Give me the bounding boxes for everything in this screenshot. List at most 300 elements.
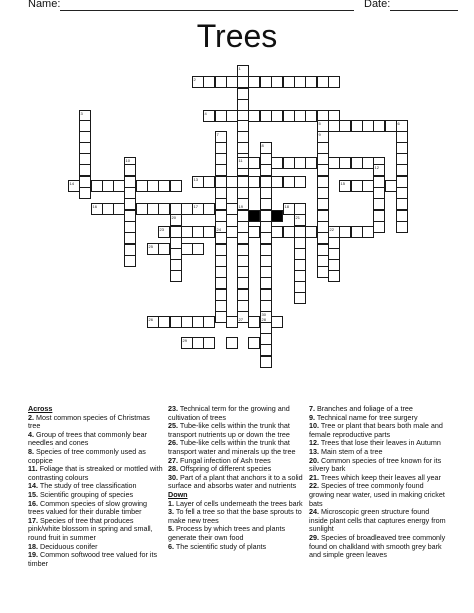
grid-cell[interactable]	[237, 244, 249, 256]
grid-cell[interactable]	[136, 203, 148, 215]
grid-cell[interactable]	[102, 180, 114, 192]
clue-number: 7	[216, 131, 219, 137]
grid-cell[interactable]	[294, 281, 306, 293]
clue-item	[309, 534, 449, 560]
grid-cell[interactable]	[260, 333, 272, 345]
clue-number: 16	[92, 203, 97, 209]
grid-cell[interactable]	[215, 142, 227, 154]
grid-cell[interactable]	[260, 221, 272, 233]
grid-cell[interactable]	[271, 316, 283, 328]
grid-cell[interactable]	[124, 176, 136, 188]
grid-cell[interactable]	[226, 337, 238, 349]
black-cell	[248, 210, 260, 222]
grid-cell[interactable]	[294, 157, 306, 169]
grid-cell[interactable]	[170, 180, 182, 192]
grid-cell[interactable]	[396, 153, 408, 165]
clue-number: 13	[193, 176, 198, 182]
grid-cell[interactable]	[317, 232, 329, 244]
clue-number: 29	[182, 337, 187, 343]
clue-number: 18	[284, 203, 289, 209]
clue-item	[28, 448, 164, 465]
clue-number: 30	[261, 311, 266, 317]
clue-number: 23	[159, 226, 164, 232]
grid-cell[interactable]	[124, 244, 136, 256]
grid-cell[interactable]	[294, 270, 306, 282]
clue-item-text: Tube-like cells within the trunk that transport nutrients up or down the tree	[168, 421, 290, 439]
clue-item	[28, 465, 164, 482]
grid-cell[interactable]	[248, 76, 260, 88]
grid-cell[interactable]	[215, 153, 227, 165]
clue-item-number: 3.	[168, 507, 174, 517]
grid-cell[interactable]	[317, 221, 329, 233]
grid-cell[interactable]	[79, 153, 91, 165]
grid-cell[interactable]	[215, 176, 227, 188]
grid-cell[interactable]	[79, 142, 91, 154]
clue-item-number: 7.	[309, 404, 315, 413]
grid-cell[interactable]	[373, 176, 385, 188]
grid-cell[interactable]	[226, 176, 238, 188]
grid-cell[interactable]	[351, 157, 363, 169]
clue-item	[168, 405, 304, 422]
grid-cell[interactable]	[317, 176, 329, 188]
grid-cell[interactable]	[237, 131, 249, 143]
grid-cell[interactable]	[260, 187, 272, 199]
clue-item-number: 14.	[28, 481, 38, 491]
date-label: Date:	[364, 0, 391, 10]
grid-cell[interactable]	[237, 266, 249, 278]
clue-item-text: Process by which trees and plants generate their own food	[168, 524, 286, 542]
grid-cell[interactable]	[396, 187, 408, 199]
clue-item-number: 6.	[168, 541, 174, 551]
grid-cell[interactable]	[283, 110, 295, 122]
clue-item	[168, 474, 304, 491]
grid-cell[interactable]	[339, 157, 351, 169]
grid-cell[interactable]	[294, 248, 306, 260]
grid-cell[interactable]	[158, 203, 170, 215]
grid-cell[interactable]	[79, 176, 91, 188]
clue-item-text: Common species of tree known for its silvery bark	[309, 455, 442, 474]
clue-number: 24	[216, 226, 221, 232]
clue-number: 4	[204, 110, 207, 116]
grid-cell[interactable]	[317, 153, 329, 165]
grid-cell[interactable]	[260, 110, 272, 122]
grid-cell[interactable]	[283, 176, 295, 188]
clue-item-number: 27.	[168, 455, 178, 465]
clue-item-text: Species of tree commonly found growing near water, used in making cricket bats	[309, 481, 445, 508]
grid-cell[interactable]	[385, 120, 397, 132]
grid-cell[interactable]	[373, 198, 385, 210]
grid-cell[interactable]	[79, 120, 91, 132]
grid-cell[interactable]	[260, 244, 272, 256]
clue-item-number: 11.	[28, 464, 38, 474]
clue-item-number: 30.	[168, 472, 178, 482]
clue-column-2	[168, 405, 304, 551]
grid-cell[interactable]	[283, 76, 295, 88]
clue-item-text: Species of broadleaved tree commonly found on chalkland with smooth grey bark and simple green leaves	[309, 532, 446, 560]
grid-cell[interactable]	[215, 266, 227, 278]
grid-cell[interactable]	[283, 226, 295, 238]
clue-item-text: Species of tree commonly used as coppice	[28, 446, 146, 465]
clue-number: 2	[193, 76, 196, 82]
clue-number: 6	[397, 120, 400, 126]
clue-item-number: 16.	[28, 498, 38, 508]
grid-cell[interactable]	[124, 221, 136, 233]
grid-cell[interactable]	[339, 120, 351, 132]
grid-cell[interactable]	[237, 99, 249, 111]
grid-cell[interactable]	[351, 120, 363, 132]
grid-cell[interactable]	[248, 157, 260, 169]
clue-item	[168, 508, 304, 525]
clue-item-number: 18.	[28, 541, 38, 551]
grid-cell[interactable]	[215, 110, 227, 122]
grid-cell[interactable]	[396, 176, 408, 188]
clue-item-number: 25.	[168, 421, 178, 431]
grid-cell[interactable]	[248, 316, 260, 328]
clue-number: 1	[238, 65, 241, 71]
clue-item-text: Layer of cells underneath the trees bark	[174, 498, 303, 508]
clue-item-number: 5.	[168, 524, 174, 534]
clue-section-title: Across	[28, 404, 53, 413]
grid-cell[interactable]	[91, 180, 103, 192]
grid-cell[interactable]	[226, 203, 238, 215]
grid-cell[interactable]	[248, 176, 260, 188]
grid-cell[interactable]	[203, 316, 215, 328]
grid-cell[interactable]	[215, 187, 227, 199]
grid-cell[interactable]	[305, 226, 317, 238]
grid-cell[interactable]	[294, 292, 306, 304]
grid-cell[interactable]	[328, 120, 340, 132]
grid-cell[interactable]	[192, 226, 204, 238]
clue-item	[309, 508, 449, 534]
grid-cell[interactable]	[260, 322, 272, 334]
grid-cell[interactable]	[283, 157, 295, 169]
grid-cell[interactable]	[147, 203, 159, 215]
grid-cell[interactable]	[294, 237, 306, 249]
grid-cell[interactable]	[215, 289, 227, 301]
clue-item-text: Fungal infection of Ash trees	[178, 455, 271, 465]
clue-item-number: 9.	[309, 412, 315, 422]
grid-cell[interactable]	[396, 210, 408, 222]
grid-cell[interactable]	[351, 226, 363, 238]
clue-number: 10	[125, 157, 130, 163]
clue-item-text: Part of a plant that anchors it to a solid surface and absorbs water and nutrients	[168, 472, 303, 491]
grid-cell[interactable]	[271, 157, 283, 169]
clue-item-text: Trees that lose their leaves in Autumn	[319, 438, 441, 448]
grid-cell[interactable]	[226, 110, 238, 122]
clue-number: 14	[69, 180, 74, 186]
clue-number: 11	[238, 157, 243, 163]
grid-cell[interactable]	[260, 356, 272, 368]
clue-item-number: 22.	[309, 481, 319, 491]
grid-cell[interactable]	[271, 110, 283, 122]
clue-number: 5	[318, 120, 321, 126]
grid-cell[interactable]	[339, 226, 351, 238]
clue-item-text: Main stem of a tree	[319, 446, 383, 456]
clue-number: 28	[261, 316, 266, 322]
clue-item	[168, 525, 304, 542]
grid-cell[interactable]	[79, 187, 91, 199]
grid-cell[interactable]	[124, 210, 136, 222]
grid-cell[interactable]	[215, 232, 227, 244]
grid-cell[interactable]	[226, 76, 238, 88]
grid-cell[interactable]	[215, 255, 227, 267]
clue-item-number: 29.	[309, 532, 319, 542]
clue-item-number: 12.	[309, 438, 319, 448]
grid-cell[interactable]	[362, 180, 374, 192]
grid-cell[interactable]	[271, 76, 283, 88]
grid-cell[interactable]	[260, 289, 272, 301]
clue-item-number: 13.	[309, 446, 319, 456]
clue-item-number: 2.	[28, 412, 34, 422]
grid-cell[interactable]	[237, 221, 249, 233]
grid-cell[interactable]	[192, 337, 204, 349]
clue-item-number: 23.	[168, 404, 178, 413]
clue-item-text: Technical term for the growing and cultivation of trees	[168, 404, 290, 422]
grid-cell[interactable]	[260, 176, 272, 188]
clue-item-text: Branches and foliage of a tree	[315, 404, 413, 413]
grid-cell[interactable]	[396, 164, 408, 176]
clue-number: 19	[238, 203, 243, 209]
grid-cell[interactable]	[271, 176, 283, 188]
grid-cell[interactable]	[305, 110, 317, 122]
grid-cell[interactable]	[271, 226, 283, 238]
grid-cell[interactable]	[237, 88, 249, 100]
grid-cell[interactable]	[237, 142, 249, 154]
clue-item-number: 24.	[309, 507, 319, 517]
grid-cell[interactable]	[260, 277, 272, 289]
clue-item-text: Tree or plant that bears both male and female reproductive parts	[309, 421, 443, 439]
grid-cell[interactable]	[215, 277, 227, 289]
grid-cell[interactable]	[124, 198, 136, 210]
grid-cell[interactable]	[373, 187, 385, 199]
grid-cell[interactable]	[237, 176, 249, 188]
grid-cell[interactable]	[260, 164, 272, 176]
grid-cell[interactable]	[396, 131, 408, 143]
grid-cell[interactable]	[317, 210, 329, 222]
clue-number: 25	[148, 243, 153, 249]
grid-cell[interactable]	[170, 248, 182, 260]
clue-number: 15	[340, 180, 345, 186]
clue-item-text: Trees which keep their leaves all year	[319, 472, 441, 482]
grid-cell[interactable]	[192, 316, 204, 328]
clue-number: 26	[148, 316, 153, 322]
grid-cell[interactable]	[260, 198, 272, 210]
clue-item-text: Most common species of Christmas tree	[28, 412, 150, 431]
grid-cell[interactable]	[328, 76, 340, 88]
grid-cell[interactable]	[226, 316, 238, 328]
clue-item-number: 17.	[28, 515, 38, 525]
clue-item	[309, 482, 449, 508]
grid-cell[interactable]	[237, 289, 249, 301]
grid-cell[interactable]	[248, 337, 260, 349]
grid-cell[interactable]	[203, 176, 215, 188]
clue-item-number: 4.	[28, 429, 34, 439]
grid-cell[interactable]	[260, 210, 272, 222]
grid-cell[interactable]	[215, 311, 227, 323]
clue-item-text: Common softwood tree valued for its timber	[28, 550, 158, 568]
grid-cell[interactable]	[317, 164, 329, 176]
clue-item-number: 19.	[28, 550, 38, 560]
clue-item-number: 20.	[309, 455, 319, 465]
grid-cell[interactable]	[396, 198, 408, 210]
clue-number: 12	[374, 164, 379, 170]
clue-item-number: 28.	[168, 464, 178, 474]
grid-cell[interactable]	[237, 277, 249, 289]
grid-cell[interactable]	[181, 226, 193, 238]
grid-cell[interactable]	[181, 316, 193, 328]
clue-number: 17	[193, 203, 198, 209]
grid-cell[interactable]	[203, 337, 215, 349]
grid-cell[interactable]	[147, 180, 159, 192]
grid-cell[interactable]	[294, 110, 306, 122]
grid-cell[interactable]	[158, 316, 170, 328]
grid-cell[interactable]	[102, 203, 114, 215]
grid-cell[interactable]	[260, 76, 272, 88]
clue-item-text: Technical name for tree surgery	[315, 412, 418, 422]
clue-item-text: Group of trees that commonly bear needles and cones	[28, 429, 148, 448]
grid-cell[interactable]	[203, 203, 215, 215]
grid-cell[interactable]	[124, 255, 136, 267]
clue-item	[168, 422, 304, 439]
clue-number: 27	[238, 316, 243, 322]
grid-cell[interactable]	[181, 203, 193, 215]
clue-item-number: 10.	[309, 421, 319, 431]
clue-item-text: To fell a tree so that the base sprouts to make new trees	[168, 507, 302, 525]
grid-cell[interactable]	[260, 232, 272, 244]
grid-cell[interactable]	[237, 210, 249, 222]
grid-cell[interactable]	[124, 232, 136, 244]
grid-cell[interactable]	[136, 180, 148, 192]
grid-cell[interactable]	[192, 243, 204, 255]
clue-item-text: Microscopic green structure found inside plant cells that captures energy from sunlight	[309, 507, 446, 534]
grid-cell[interactable]	[237, 300, 249, 312]
clue-item	[309, 457, 449, 474]
clue-item-text: Foliage that is streaked or mottled with contrasting colours	[28, 464, 163, 482]
grid-cell[interactable]	[260, 300, 272, 312]
grid-cell[interactable]	[362, 157, 374, 169]
grid-cell[interactable]	[373, 210, 385, 222]
grid-cell[interactable]	[385, 180, 397, 192]
grid-cell[interactable]	[237, 76, 249, 88]
clue-item	[28, 431, 164, 448]
grid-cell[interactable]	[317, 142, 329, 154]
grid-cell[interactable]	[328, 157, 340, 169]
grid-cell[interactable]	[215, 198, 227, 210]
grid-cell[interactable]	[170, 316, 182, 328]
grid-cell[interactable]	[170, 270, 182, 282]
clue-item-text: Offspring of different species	[178, 464, 272, 474]
clue-item-text: Tube-like cells within the trunk that transport water and minerals up the tree	[168, 438, 296, 456]
clue-item-text: Scientific grouping of species	[38, 489, 134, 499]
grid-cell[interactable]	[317, 266, 329, 278]
grid-cell[interactable]	[328, 237, 340, 249]
grid-cell[interactable]	[362, 120, 374, 132]
grid-cell[interactable]	[248, 226, 260, 238]
grid-cell[interactable]	[317, 255, 329, 267]
grid-cell[interactable]	[248, 110, 260, 122]
grid-cell[interactable]	[237, 120, 249, 132]
grid-cell[interactable]	[373, 221, 385, 233]
grid-cell[interactable]	[305, 76, 317, 88]
grid-cell[interactable]	[294, 226, 306, 238]
grid-cell[interactable]	[362, 226, 374, 238]
grid-cell[interactable]	[158, 180, 170, 192]
grid-cell[interactable]	[294, 259, 306, 271]
clue-number: 20	[171, 214, 176, 220]
grid-cell[interactable]	[158, 243, 170, 255]
clue-number: 21	[295, 214, 300, 220]
grid-cell[interactable]	[181, 243, 193, 255]
black-cell	[271, 210, 283, 222]
grid-cell[interactable]	[237, 255, 249, 267]
grid-cell[interactable]	[124, 164, 136, 176]
grid-cell[interactable]	[328, 270, 340, 282]
name-label: Name:	[28, 0, 61, 10]
grid-cell[interactable]	[396, 221, 408, 233]
grid-cell[interactable]	[305, 157, 317, 169]
grid-cell[interactable]	[215, 210, 227, 222]
clue-item-number: 26.	[168, 438, 178, 448]
clue-item-text: Common species of slow growing trees valued for their durable timber	[28, 498, 148, 517]
grid-cell[interactable]	[317, 76, 329, 88]
grid-cell[interactable]	[328, 248, 340, 260]
grid-cell[interactable]	[260, 344, 272, 356]
grid-cell[interactable]	[294, 176, 306, 188]
grid-cell[interactable]	[328, 259, 340, 271]
clue-column-1	[28, 405, 164, 568]
clue-item-text: The study of tree classification	[38, 481, 137, 491]
grid-cell[interactable]	[396, 142, 408, 154]
grid-cell[interactable]	[170, 259, 182, 271]
grid-cell[interactable]	[124, 187, 136, 199]
grid-cell[interactable]	[203, 226, 215, 238]
grid-cell[interactable]	[215, 244, 227, 256]
grid-cell[interactable]	[79, 131, 91, 143]
grid-cell[interactable]	[113, 203, 125, 215]
grid-cell[interactable]	[260, 153, 272, 165]
grid-cell[interactable]	[237, 187, 249, 199]
grid-cell[interactable]	[215, 300, 227, 312]
grid-cell[interactable]	[215, 76, 227, 88]
grid-cell[interactable]	[215, 164, 227, 176]
grid-cell[interactable]	[294, 203, 306, 215]
grid-cell[interactable]	[373, 120, 385, 132]
clue-item	[28, 551, 164, 568]
grid-cell[interactable]	[237, 232, 249, 244]
clue-item	[309, 422, 449, 439]
grid-cell[interactable]	[317, 244, 329, 256]
page-title: Trees	[196, 18, 278, 54]
grid-cell[interactable]	[260, 266, 272, 278]
grid-cell[interactable]	[170, 237, 182, 249]
clue-number: 3	[80, 110, 83, 116]
clue-item-text: Species of tree that produces pink/white blossom in spring and small, round fruit in summer	[28, 515, 153, 542]
grid-cell[interactable]	[317, 198, 329, 210]
grid-cell[interactable]	[351, 180, 363, 192]
clue-item-text: The scientific study of plants	[174, 541, 267, 551]
grid-cell[interactable]	[113, 180, 125, 192]
grid-cell[interactable]	[317, 187, 329, 199]
grid-cell[interactable]	[294, 76, 306, 88]
grid-cell[interactable]	[260, 255, 272, 267]
grid-cell[interactable]	[203, 76, 215, 88]
grid-cell[interactable]	[170, 226, 182, 238]
grid-cell[interactable]	[79, 164, 91, 176]
grid-cell[interactable]	[226, 226, 238, 238]
clue-number: 9	[318, 131, 321, 137]
clue-item	[28, 500, 164, 517]
grid-cell[interactable]	[170, 203, 182, 215]
